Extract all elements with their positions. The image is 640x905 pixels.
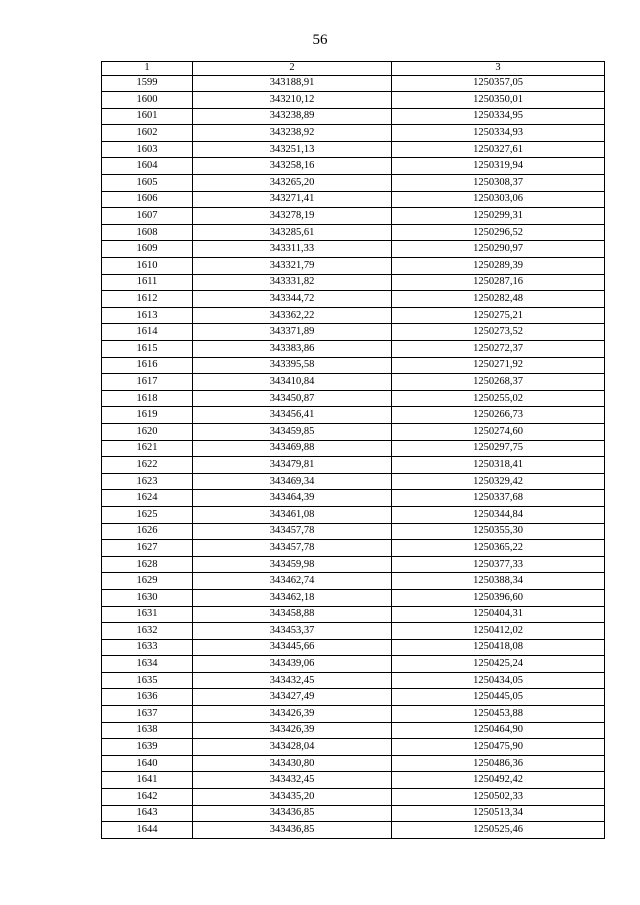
point-number-cell: 1619	[102, 407, 193, 424]
y-coordinate-cell: 1250350,01	[392, 92, 605, 109]
table-row	[102, 357, 605, 374]
point-number-cell: 1633	[102, 639, 193, 656]
table-row	[102, 224, 605, 241]
y-coordinate-cell: 1250404,31	[392, 606, 605, 623]
table-row	[102, 556, 605, 573]
table-header-row	[102, 62, 605, 76]
y-coordinate-cell: 1250502,33	[392, 789, 605, 806]
y-coordinate-cell: 1250334,95	[392, 108, 605, 125]
point-number-cell: 1603	[102, 141, 193, 158]
point-number-cell: 1606	[102, 191, 193, 208]
y-coordinate-cell: 1250412,02	[392, 623, 605, 640]
table-row	[102, 258, 605, 275]
y-coordinate-cell: 1250282,48	[392, 291, 605, 308]
point-number-cell: 1616	[102, 357, 193, 374]
x-coordinate-cell: 343426,39	[193, 722, 392, 739]
point-number-cell: 1608	[102, 224, 193, 241]
x-coordinate-cell: 343426,39	[193, 706, 392, 723]
table-row	[102, 324, 605, 341]
point-number-cell: 1623	[102, 473, 193, 490]
table-row	[102, 606, 605, 623]
table-row	[102, 341, 605, 358]
x-coordinate-cell: 343321,79	[193, 258, 392, 275]
table-row	[102, 739, 605, 756]
x-coordinate-cell: 343210,12	[193, 92, 392, 109]
x-coordinate-cell: 343271,41	[193, 191, 392, 208]
table-row	[102, 307, 605, 324]
x-coordinate-cell: 343265,20	[193, 175, 392, 192]
point-number-cell: 1644	[102, 822, 193, 839]
y-coordinate-cell: 1250434,05	[392, 672, 605, 689]
x-coordinate-cell: 343311,33	[193, 241, 392, 258]
table-row	[102, 623, 605, 640]
table-row	[102, 407, 605, 424]
point-number-cell: 1632	[102, 623, 193, 640]
point-number-cell: 1604	[102, 158, 193, 175]
y-coordinate-cell: 1250492,42	[392, 772, 605, 789]
point-number-cell: 1636	[102, 689, 193, 706]
table-row	[102, 158, 605, 175]
point-number-cell: 1626	[102, 523, 193, 540]
y-coordinate-cell: 1250396,60	[392, 589, 605, 606]
table-row	[102, 589, 605, 606]
x-coordinate-cell: 343344,72	[193, 291, 392, 308]
x-coordinate-cell: 343479,81	[193, 457, 392, 474]
y-coordinate-cell: 1250274,60	[392, 423, 605, 440]
y-coordinate-cell: 1250453,88	[392, 706, 605, 723]
table-row	[102, 755, 605, 772]
y-coordinate-cell: 1250287,16	[392, 274, 605, 291]
point-number-cell: 1641	[102, 772, 193, 789]
y-coordinate-cell: 1250275,21	[392, 307, 605, 324]
point-number-cell: 1612	[102, 291, 193, 308]
table-row	[102, 473, 605, 490]
x-coordinate-cell: 343458,88	[193, 606, 392, 623]
point-number-cell: 1627	[102, 540, 193, 557]
x-coordinate-cell: 343457,78	[193, 540, 392, 557]
column-header-1: 1	[102, 62, 193, 76]
table-row	[102, 722, 605, 739]
point-number-cell: 1605	[102, 175, 193, 192]
x-coordinate-cell: 343428,04	[193, 739, 392, 756]
point-number-cell: 1631	[102, 606, 193, 623]
x-coordinate-cell: 343435,20	[193, 789, 392, 806]
x-coordinate-cell: 343362,22	[193, 307, 392, 324]
point-number-cell: 1622	[102, 457, 193, 474]
table-row	[102, 423, 605, 440]
y-coordinate-cell: 1250271,92	[392, 357, 605, 374]
y-coordinate-cell: 1250475,90	[392, 739, 605, 756]
x-coordinate-cell: 343445,66	[193, 639, 392, 656]
y-coordinate-cell: 1250418,08	[392, 639, 605, 656]
table-row	[102, 789, 605, 806]
x-coordinate-cell: 343461,08	[193, 506, 392, 523]
table-row	[102, 672, 605, 689]
point-number-cell: 1635	[102, 672, 193, 689]
point-number-cell: 1638	[102, 722, 193, 739]
point-number-cell: 1600	[102, 92, 193, 109]
table-row	[102, 291, 605, 308]
y-coordinate-cell: 1250268,37	[392, 374, 605, 391]
y-coordinate-cell: 1250319,94	[392, 158, 605, 175]
point-number-cell: 1611	[102, 274, 193, 291]
y-coordinate-cell: 1250272,37	[392, 341, 605, 358]
y-coordinate-cell: 1250464,90	[392, 722, 605, 739]
y-coordinate-cell: 1250357,05	[392, 75, 605, 92]
table-row	[102, 108, 605, 125]
y-coordinate-cell: 1250425,24	[392, 656, 605, 673]
x-coordinate-cell: 343439,06	[193, 656, 392, 673]
x-coordinate-cell: 343238,92	[193, 125, 392, 142]
point-number-cell: 1642	[102, 789, 193, 806]
y-coordinate-cell: 1250344,84	[392, 506, 605, 523]
table-row	[102, 805, 605, 822]
point-number-cell: 1621	[102, 440, 193, 457]
x-coordinate-cell: 343285,61	[193, 224, 392, 241]
point-number-cell: 1634	[102, 656, 193, 673]
y-coordinate-cell: 1250308,37	[392, 175, 605, 192]
table-row	[102, 191, 605, 208]
x-coordinate-cell: 343430,80	[193, 755, 392, 772]
y-coordinate-cell: 1250355,30	[392, 523, 605, 540]
y-coordinate-cell: 1250365,22	[392, 540, 605, 557]
table-row	[102, 639, 605, 656]
x-coordinate-cell: 343258,16	[193, 158, 392, 175]
table-row	[102, 92, 605, 109]
table-body	[102, 75, 605, 838]
table-row	[102, 440, 605, 457]
x-coordinate-cell: 343278,19	[193, 208, 392, 225]
x-coordinate-cell: 343427,49	[193, 689, 392, 706]
y-coordinate-cell: 1250273,52	[392, 324, 605, 341]
y-coordinate-cell: 1250303,06	[392, 191, 605, 208]
point-number-cell: 1609	[102, 241, 193, 258]
x-coordinate-cell: 343469,34	[193, 473, 392, 490]
point-number-cell: 1613	[102, 307, 193, 324]
x-coordinate-cell: 343459,85	[193, 423, 392, 440]
x-coordinate-cell: 343410,84	[193, 374, 392, 391]
y-coordinate-cell: 1250337,68	[392, 490, 605, 507]
point-number-cell: 1628	[102, 556, 193, 573]
point-number-cell: 1599	[102, 75, 193, 92]
point-number-cell: 1610	[102, 258, 193, 275]
x-coordinate-cell: 343436,85	[193, 822, 392, 839]
y-coordinate-cell: 1250445,05	[392, 689, 605, 706]
y-coordinate-cell: 1250289,39	[392, 258, 605, 275]
table-row	[102, 506, 605, 523]
x-coordinate-cell: 343469,88	[193, 440, 392, 457]
y-coordinate-cell: 1250486,36	[392, 755, 605, 772]
table-row	[102, 390, 605, 407]
y-coordinate-cell: 1250327,61	[392, 141, 605, 158]
table-row	[102, 125, 605, 142]
point-number-cell: 1614	[102, 324, 193, 341]
x-coordinate-cell: 343456,41	[193, 407, 392, 424]
y-coordinate-cell: 1250318,41	[392, 457, 605, 474]
x-coordinate-cell: 343453,37	[193, 623, 392, 640]
x-coordinate-cell: 343432,45	[193, 772, 392, 789]
point-number-cell: 1637	[102, 706, 193, 723]
table-row	[102, 457, 605, 474]
coordinates-table	[101, 61, 605, 839]
point-number-cell: 1617	[102, 374, 193, 391]
x-coordinate-cell: 343464,39	[193, 490, 392, 507]
x-coordinate-cell: 343432,45	[193, 672, 392, 689]
point-number-cell: 1639	[102, 739, 193, 756]
x-coordinate-cell: 343459,98	[193, 556, 392, 573]
table-row	[102, 822, 605, 839]
table-row	[102, 706, 605, 723]
y-coordinate-cell: 1250297,75	[392, 440, 605, 457]
point-number-cell: 1630	[102, 589, 193, 606]
point-number-cell: 1640	[102, 755, 193, 772]
table-row	[102, 241, 605, 258]
table-row	[102, 689, 605, 706]
point-number-cell: 1618	[102, 390, 193, 407]
x-coordinate-cell: 343462,18	[193, 589, 392, 606]
y-coordinate-cell: 1250525,46	[392, 822, 605, 839]
point-number-cell: 1615	[102, 341, 193, 358]
point-number-cell: 1620	[102, 423, 193, 440]
y-coordinate-cell: 1250377,33	[392, 556, 605, 573]
y-coordinate-cell: 1250255,02	[392, 390, 605, 407]
x-coordinate-cell: 343188,91	[193, 75, 392, 92]
x-coordinate-cell: 343251,13	[193, 141, 392, 158]
x-coordinate-cell: 343331,82	[193, 274, 392, 291]
x-coordinate-cell: 343457,78	[193, 523, 392, 540]
y-coordinate-cell: 1250334,93	[392, 125, 605, 142]
table-row	[102, 274, 605, 291]
table-row	[102, 175, 605, 192]
x-coordinate-cell: 343238,89	[193, 108, 392, 125]
table-row	[102, 75, 605, 92]
table-row	[102, 374, 605, 391]
y-coordinate-cell: 1250299,31	[392, 208, 605, 225]
y-coordinate-cell: 1250266,73	[392, 407, 605, 424]
table-row	[102, 208, 605, 225]
y-coordinate-cell: 1250296,52	[392, 224, 605, 241]
point-number-cell: 1624	[102, 490, 193, 507]
table-row	[102, 540, 605, 557]
x-coordinate-cell: 343436,85	[193, 805, 392, 822]
point-number-cell: 1643	[102, 805, 193, 822]
point-number-cell: 1601	[102, 108, 193, 125]
column-header-3: 3	[392, 62, 605, 76]
table-row	[102, 490, 605, 507]
y-coordinate-cell: 1250290,97	[392, 241, 605, 258]
point-number-cell: 1607	[102, 208, 193, 225]
x-coordinate-cell: 343383,86	[193, 341, 392, 358]
column-header-2: 2	[193, 62, 392, 76]
table-row	[102, 573, 605, 590]
x-coordinate-cell: 343450,87	[193, 390, 392, 407]
point-number-cell: 1602	[102, 125, 193, 142]
point-number-cell: 1625	[102, 506, 193, 523]
table-row	[102, 523, 605, 540]
table-row	[102, 656, 605, 673]
x-coordinate-cell: 343395,58	[193, 357, 392, 374]
page-number: 56	[312, 32, 328, 48]
y-coordinate-cell: 1250513,34	[392, 805, 605, 822]
table-row	[102, 772, 605, 789]
x-coordinate-cell: 343371,89	[193, 324, 392, 341]
y-coordinate-cell: 1250329,42	[392, 473, 605, 490]
point-number-cell: 1629	[102, 573, 193, 590]
table-row	[102, 141, 605, 158]
y-coordinate-cell: 1250388,34	[392, 573, 605, 590]
x-coordinate-cell: 343462,74	[193, 573, 392, 590]
